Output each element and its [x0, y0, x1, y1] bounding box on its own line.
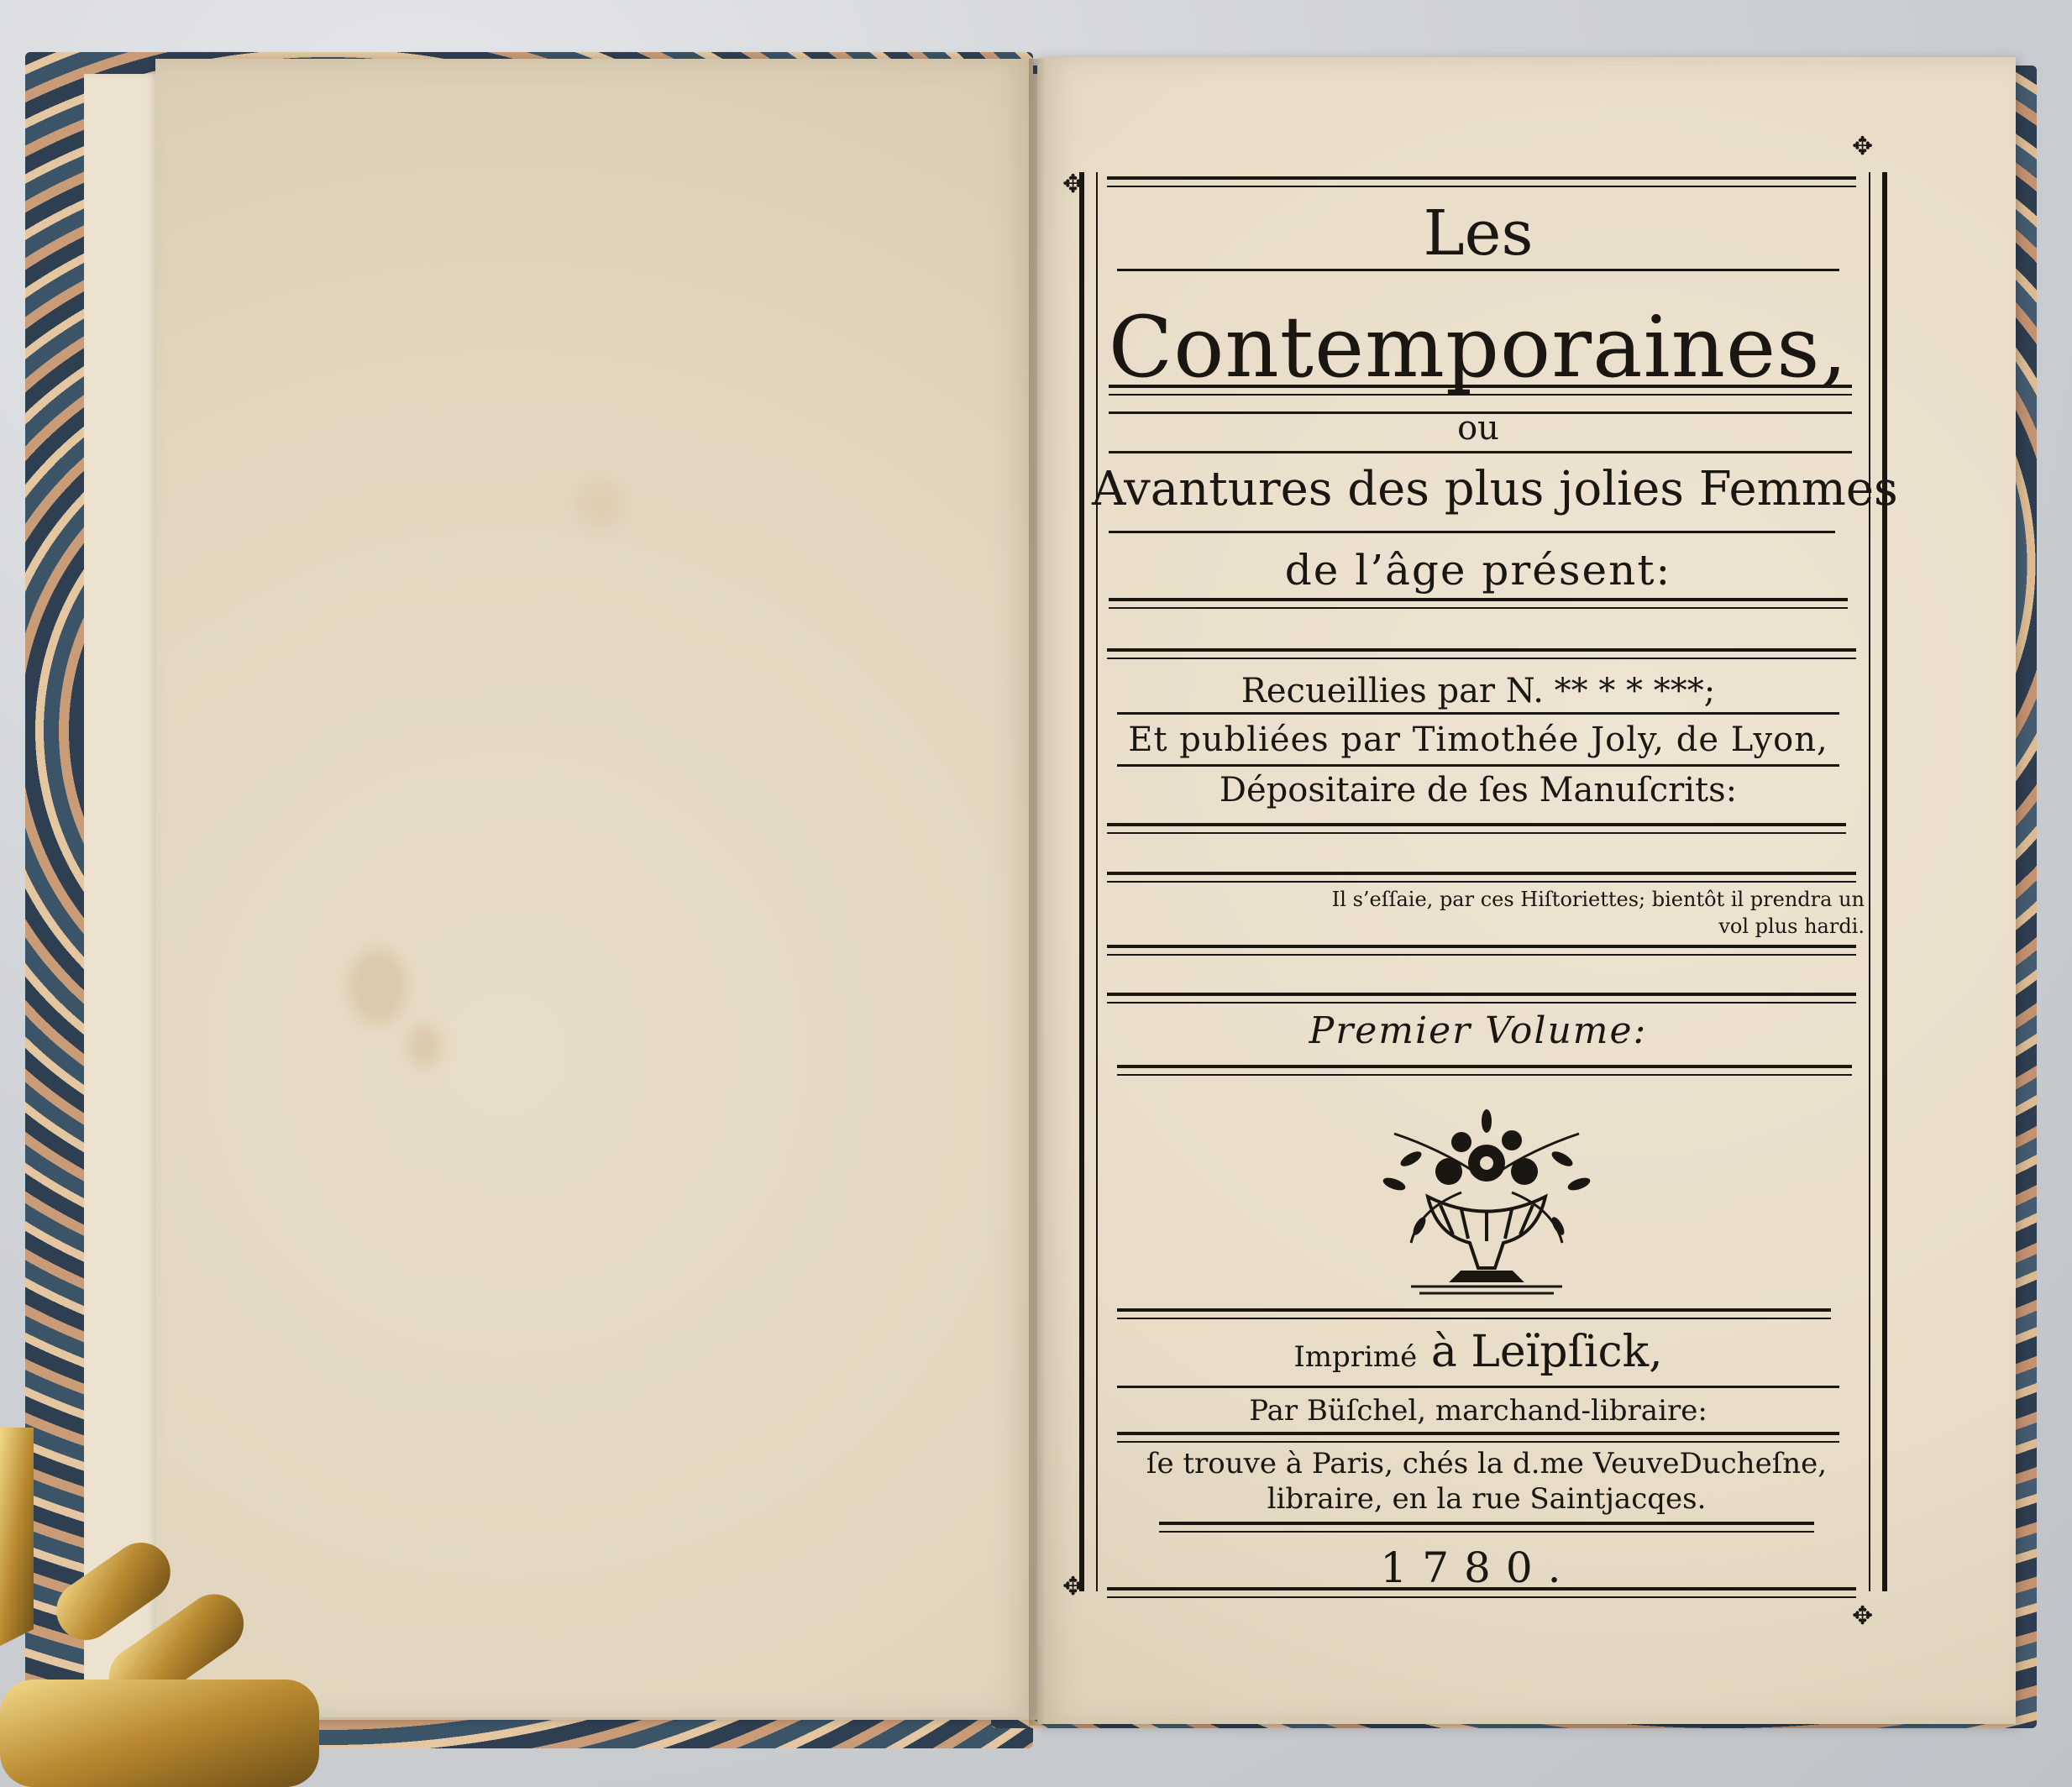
- seller-line: ſe trouve à Paris, chés la d.me VeuveDucheſne, libraire, en la rue Saintjacqes.: [1146, 1447, 1828, 1516]
- border-top-rule: [1107, 176, 1856, 180]
- published-by: Et publiées par Timothée Joly, de Lyon,: [1128, 721, 1828, 759]
- subtitle-line-1: Avantures des plus jolies Femmes: [1092, 462, 1898, 516]
- divider-rule: [1109, 531, 1835, 533]
- book-gutter: [1029, 59, 1046, 1726]
- epigraph: Il s’eſſaie, par ces Hiſtoriettes; bientôt il prendra un vol plus hardi.: [1331, 888, 1865, 938]
- divider-rule: [1107, 945, 1856, 948]
- divider-rule: [1117, 712, 1839, 715]
- fleuron-ornament-icon: ✥: [1062, 1572, 1084, 1601]
- imprint-place: à Leïpſick,: [1430, 1327, 1663, 1377]
- fleuron-ornament-icon: ✥: [1852, 1601, 1874, 1631]
- volume-label: Premier Volume:: [1309, 1009, 1648, 1052]
- title-les: Les: [1423, 197, 1534, 270]
- collected-by: Recueillies par N. ** * * ***;: [1241, 672, 1716, 710]
- fleuron-ornament-icon: ✥: [1062, 170, 1084, 199]
- divider-rule: [1109, 385, 1852, 388]
- divider-rule: [1107, 648, 1856, 652]
- divider-rule: [1117, 269, 1839, 271]
- brass-page-clamp: [0, 1428, 336, 1787]
- fleuron-ornament-icon: ✥: [1852, 132, 1874, 161]
- divider-rule: [1107, 823, 1846, 826]
- imprint-line: [1092, 1327, 1865, 1377]
- divider-rule: [1117, 1065, 1852, 1068]
- printer-line: Par Büſchel, marchand-libraire:: [1249, 1394, 1707, 1428]
- divider-rule: [1117, 764, 1839, 767]
- divider-rule: [1117, 1308, 1831, 1312]
- subtitle-line-2: de l’âge présent:: [1284, 546, 1672, 595]
- divider-rule: [1159, 1522, 1814, 1525]
- conjunction-ou: ou: [1457, 409, 1499, 448]
- divider-rule: [1117, 1386, 1839, 1388]
- imprint-prefix: Imprimé: [1293, 1340, 1418, 1374]
- divider-rule: [1107, 872, 1856, 875]
- book-title: Contemporaines,: [1108, 298, 1849, 396]
- divider-rule: [1107, 993, 1856, 996]
- divider-rule: [1109, 598, 1848, 601]
- depositary-line: Dépositaire de ſes Manuſcrits:: [1219, 771, 1738, 810]
- publication-year: 1780.: [1380, 1543, 1576, 1592]
- divider-rule: [1117, 1432, 1839, 1435]
- flower-vase-vignette-icon: [1361, 1100, 1613, 1302]
- divider-rule: [1109, 451, 1852, 453]
